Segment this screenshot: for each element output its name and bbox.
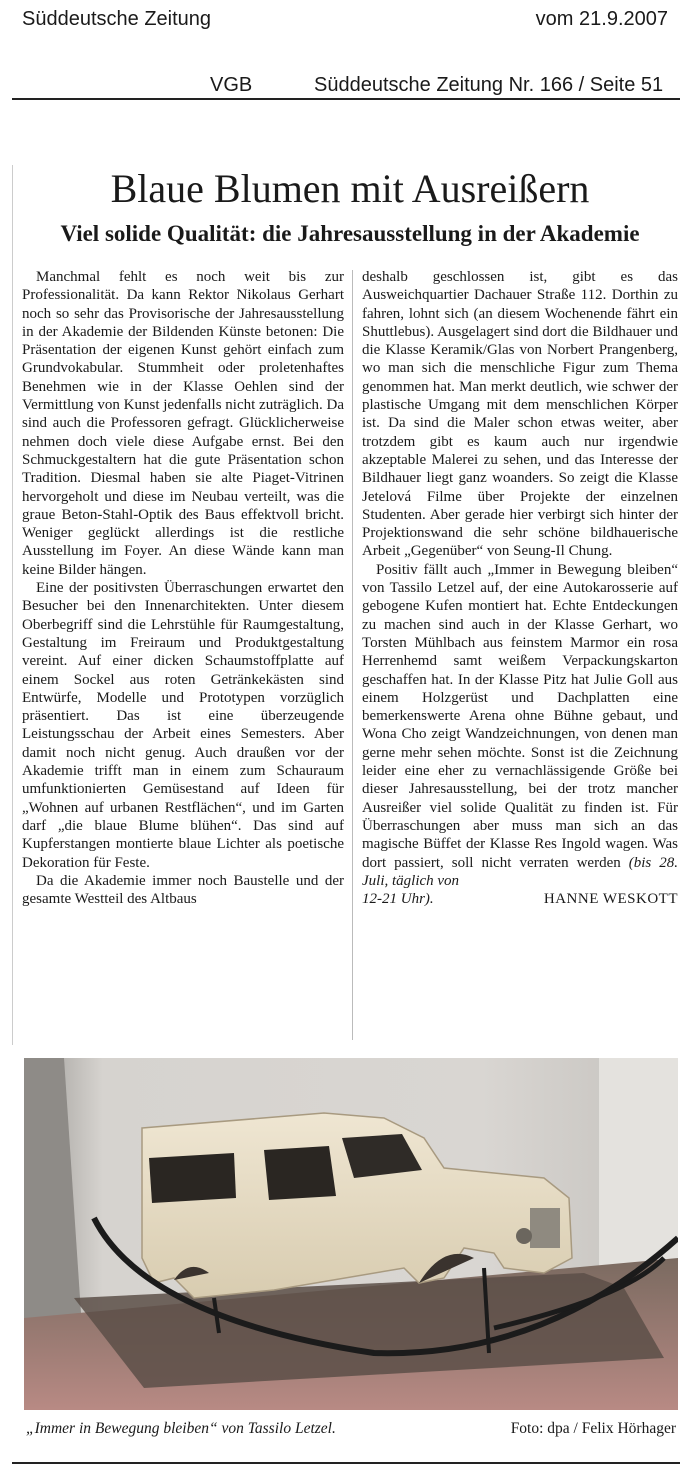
article-column-right <box>362 268 678 908</box>
paragraph: Eine der positivsten Überraschungen erwartet den Besucher bei den Innenarchitekten. Unter diesem Oberbegriff sind die Lehrstühle für Raumgestaltung, Gestaltung im Freiraum und Produktgestaltung vereint. Auf einer dicken Schaumstoffplatte auf einem Sockel aus roten Getränkekästen sind Entwürfe, Modelle und Prototypen vorzüglich präsentiert. Das ist eine überzeugende Leistungsschau der Arbeit eines Semesters. Aber damit noch nicht genug. Auch draußen vor der Akademie trifft man in einem zum Schauraum umfunktionierten Gemüsestand auf Ideen für „Wohnen auf urbanen Restflächen“, und im Garten darf „die blaue Blume blühen“. Das sind auf Kupferstangen montierte blaue Lichter als poetische Dekoration für Feste. <box>22 580 344 871</box>
car-sculpture-image <box>24 1058 678 1410</box>
footer-rule <box>12 1462 680 1464</box>
paragraph: Da die Akademie immer noch Baustelle und der gesamte Westteil des Altbaus <box>22 872 344 908</box>
column-divider <box>352 270 353 1040</box>
author-name: HANNE WESKOTT <box>543 891 678 908</box>
article-photo <box>24 1058 678 1410</box>
paragraph: deshalb geschlossen ist, gibt es das Ausweichquartier Dachauer Straße 112. Dorthin zu fahren, lohnt sich (an diesem Wochenende fährt ein Shuttlebus). Ausgelagert sind dort die Bildhauer und die Klasse Keramik/Glas von Norbert Prangenberg, wo man sich die menschliche Figur zum Thema genommen hat. Man merkt deutlich, wie schwer der plastische Umgang mit dem menschlichen Körper ist. Da sind die Maler schon etwas weiter, aber trotzdem gibt es kaum auch nur irgendwie akzeptable Malerei zu sehen, und das Interesse der Bildhauer liegt ganz woanders. So zeigt die Klasse Jetelová Filme über Projekte der einzelnen Studenten. Aber gerade hier verbirgt sich hinter der Projektionswand die sehr schöne bildhauerische Arbeit „Gegenüber“ von Seung-Il Chung. <box>362 269 678 560</box>
clipping-border <box>12 165 13 1045</box>
exhibition-dates: (bis 28. Juli, täglich von <box>362 854 679 889</box>
closing-line <box>362 890 678 908</box>
subheadline: Viel solide Qualität: die Jahresausstellung in der Akademie <box>60 221 640 246</box>
paragraph <box>362 561 678 890</box>
publication-name: Süddeutsche Zeitung <box>22 8 212 30</box>
photo-caption: „Immer in Bewegung bleiben“ von Tassilo Letzel. <box>26 1420 336 1437</box>
header-rule <box>12 98 680 100</box>
paragraph-text: Positiv fällt auch „Immer in Bewegung bleiben“ von Tassilo Letzel auf, der eine Autokarosserie auf gebogene Kufen montiert hat. Echte Entdeckungen zu machen sind auch in der Klasse Gerhart, wo Torsten Mühlbach aus feinstem Marmor ein rosa Herrenhemd samt weißem Verpackungskarton geschaffen hat. In der Klasse Pitz hat Julie Goll aus einem Holzgerüst und Dachplatten eine bemerkenswerte Arena ohne Bühne gebaut, und Wona Cho zeigt Wandzeichnungen, von denen man gerne mehr sehen möchte. Sonst ist die Zeichnung leider eine eher zu vernachlässigende Größe bei dieser Jahresausstellung, bei der trotz mancher Ausreißer viel solide Qualität zu finden ist. Für Überraschungen aber muss man sich an das magische Büffet der Klasse Res Ingold wagen. Was dort passiert, soll nicht verraten werden <box>362 561 678 871</box>
exhibition-hours: 12-21 Uhr). <box>362 891 434 908</box>
publication-date: vom 21.9.2007 <box>535 8 668 30</box>
headline: Blaue Blumen mit Ausreißern <box>110 166 590 211</box>
photo-credit: Foto: dpa / Felix Hörhager <box>510 1420 676 1437</box>
section-label: VGB <box>210 74 253 96</box>
article-column-left <box>22 268 344 908</box>
issue-line: Süddeutsche Zeitung Nr. 166 / Seite 51 <box>314 74 664 96</box>
paragraph: Manchmal fehlt es noch weit bis zur Professionalität. Da kann Rektor Nikolaus Gerhart noch so sehr das Provisorische der Jahresausstellung in der Akademie der Bildenden Künste betonen: Die Präsentation der eigenen Kunst gehört einfach zum Grundvokabular. Stummheit oder proletenhaftes Benehmen wie in der Klasse Oehlen sind der Vermittlung von Kunst jedenfalls nicht zuträglich. Da sind auch die Professoren gefragt. Glücklicherweise nehmen doch viele diese Aufgabe ernst. Bei den Schmuckgestaltern hat die gute Präsentation schon Tradition. Diesmal haben sie alte Piaget-Vitrinen hervorgeholt und diese im Neubau verteilt, was die graue Beton-Stahl-Optik des Baus effektvoll bricht. Weniger geglückt allerdings ist die restliche Ausstellung im Foyer. An diese Wände kann man keine Bilder hängen. <box>22 269 345 578</box>
